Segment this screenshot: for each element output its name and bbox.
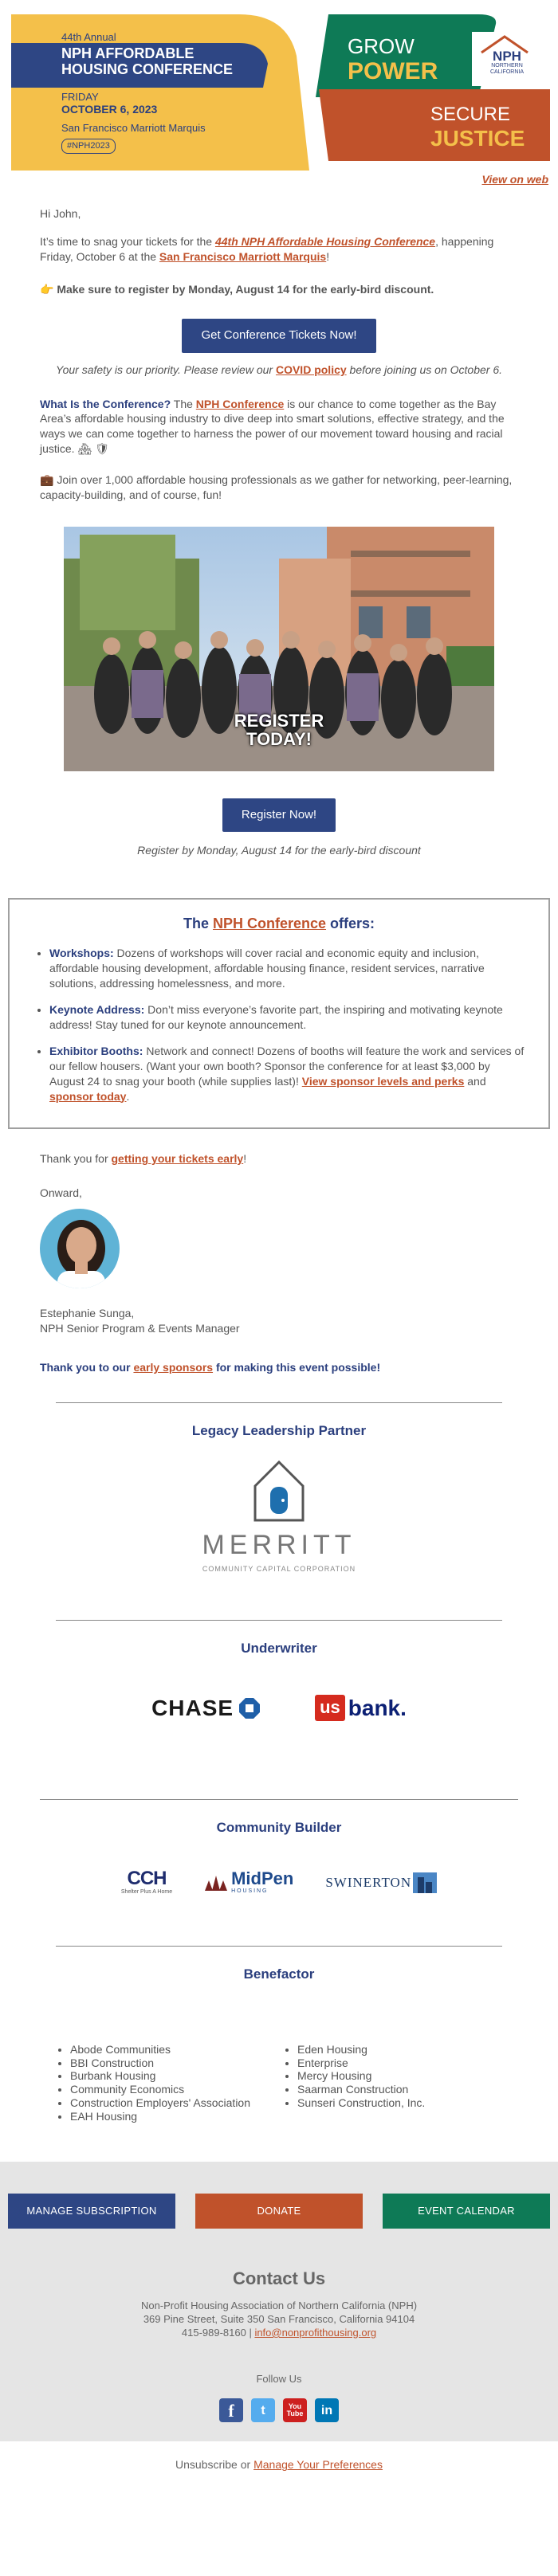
banner-day: FRIDAY <box>61 91 99 103</box>
benefactor-title: Benefactor <box>243 1966 315 1982</box>
merritt-name: MERRITT <box>202 1529 356 1560</box>
merritt-logo[interactable] <box>0 1458 558 1574</box>
list-item <box>49 1044 525 1104</box>
usbank-bank: bank. <box>348 1695 407 1720</box>
email-link[interactable]: info@nonprofithousing.org <box>254 2327 377 2339</box>
banner-justice: JUSTICE <box>430 126 525 151</box>
signature-name: Estephanie Sunga, <box>40 1307 135 1320</box>
banner-title: NPH AFFORDABLE HOUSING CONFERENCE <box>61 45 234 77</box>
thanks-text: Thank you for <box>40 1152 112 1166</box>
org-address: 369 Pine Street, Suite 350 San Francisco, California 94104 <box>143 2313 415 2326</box>
cch-sub: Shelter Plus A Home <box>120 1889 173 1896</box>
what-text: The <box>171 397 196 410</box>
covid-policy-link[interactable]: COVID policy <box>275 363 347 376</box>
community-title: Community Builder <box>216 1820 342 1836</box>
deadline-note: 👉 Make sure to register by Monday, August 14 for the early-bird discount. <box>40 282 434 296</box>
unsubscribe-row <box>0 2441 558 2484</box>
benefactor-lists <box>0 2013 558 2123</box>
footer <box>0 2162 558 2442</box>
midpen-text <box>231 1870 293 1895</box>
conference-banner <box>0 0 558 171</box>
offer-text: Don’t miss everyone’s favorite part, the inspiring and motivating keynote address! Stay tuned for our keynote announcement. <box>49 1003 503 1031</box>
swinerton-icon <box>413 1872 437 1893</box>
thanks-line <box>40 1151 518 1166</box>
offer-and: and <box>464 1074 486 1088</box>
view-on-web-row <box>0 171 558 187</box>
sponsors-thanks-end: for making this event possible! <box>213 1360 381 1374</box>
list-item: • Sunseri Construction, Inc. <box>297 2096 510 2110</box>
list-item <box>49 1002 525 1033</box>
register-note: Register by Monday, August 14 for the early-bird discount <box>137 844 421 857</box>
follow-label: Follow Us <box>256 2372 302 2385</box>
midpen-sub: H O U S I N G <box>231 1888 267 1895</box>
offer-period: . <box>126 1089 130 1103</box>
usbank-us: us <box>315 1695 345 1722</box>
twitter-icon[interactable]: t <box>251 2398 275 2422</box>
underwriter-title: Underwriter <box>241 1640 317 1656</box>
list-item: • Construction Employers' Association <box>70 2096 283 2110</box>
tickets-early-link[interactable]: getting your tickets early <box>111 1152 244 1166</box>
divider <box>56 1620 502 1621</box>
view-on-web-link[interactable]: View on web <box>481 173 548 186</box>
merritt-sub: COMMUNITY CAPITAL CORPORATION <box>202 1564 356 1573</box>
register-photo[interactable] <box>64 527 494 771</box>
avatar <box>40 1209 120 1288</box>
midpen-icon <box>204 1874 228 1892</box>
youtube-you: You <box>288 2402 302 2411</box>
list-item: • Community Economics <box>70 2083 283 2096</box>
offer-text: Network and connect! Dozens of booths will feature the work and services of our fellow housers. (Want your own booth? Sponsor the conference for at least $3,000 by August 24 to snag your booth (while supplies last)! <box>49 1044 525 1088</box>
intro-end: ! <box>326 249 330 263</box>
chase-name: CHASE <box>151 1695 234 1720</box>
benefactor-list-right <box>283 2043 510 2123</box>
banner-date: OCTOBER 6, 2023 <box>61 103 158 116</box>
register-now-button[interactable]: Register Now! <box>222 798 336 832</box>
midpen-logo[interactable] <box>204 1870 293 1895</box>
banner-hashtag: #NPH2023 <box>61 139 116 154</box>
divider <box>56 1946 502 1947</box>
divider <box>40 1799 518 1800</box>
linkedin-icon[interactable]: in <box>315 2398 339 2422</box>
midpen-name: MidPen <box>231 1868 294 1889</box>
early-sponsors-link[interactable]: early sponsors <box>133 1360 214 1374</box>
list-item: • Enterprise <box>297 2056 510 2070</box>
cta-row <box>40 319 518 352</box>
safety-text: Your safety is our priority. Please review our <box>56 363 276 376</box>
nph-logo <box>478 38 536 86</box>
manage-subscription-button[interactable]: MANAGE SUBSCRIPTION <box>8 2194 175 2229</box>
sponsor-levels-link[interactable]: View sponsor levels and perks <box>301 1074 465 1088</box>
intro-paragraph <box>40 234 518 265</box>
offers-conference-link[interactable]: NPH Conference <box>212 916 327 932</box>
intro-text: It’s time to snag your tickets for the <box>40 234 215 248</box>
org-name: Non-Profit Housing Association of Northern California (NPH) <box>140 2300 418 2312</box>
cch-logo[interactable] <box>121 1869 172 1896</box>
join-paragraph: 💼 Join over 1,000 affordable housing professionals as we gather for networking, peer-learning, capacity-building, and of course, fun! <box>40 473 513 502</box>
list-item: • Eden Housing <box>297 2043 510 2056</box>
legacy-title: Legacy Leadership Partner <box>191 1422 367 1438</box>
banner-venue: San Francisco Marriott Marquis <box>61 122 206 134</box>
list-item: • Saarman Construction <box>297 2083 510 2096</box>
email-body <box>0 206 558 503</box>
offers-title-pre: The <box>183 916 213 932</box>
offers-box <box>8 898 550 1129</box>
social-links <box>8 2398 550 2422</box>
usbank-logo[interactable] <box>315 1693 407 1723</box>
offers-title-post: offers: <box>326 916 375 932</box>
avatar-image <box>40 1209 120 1288</box>
banner-annual: 44th Annual <box>61 31 116 43</box>
get-tickets-button[interactable]: Get Conference Tickets Now! <box>182 319 375 352</box>
thanks-end: ! <box>243 1152 247 1166</box>
donate-button[interactable]: DONATE <box>195 2194 363 2229</box>
sponsors-thanks-text: Thank you to our <box>40 1360 134 1374</box>
venue-link[interactable]: San Francisco Marriott Marquis <box>159 249 327 263</box>
chase-octagon-icon <box>238 1697 261 1719</box>
nph-logo-subtitle: NORTHERN CALIFORNIA <box>489 63 524 75</box>
offer-text: Dozens of workshops will cover racial and economic equity and inclusion, affordable housing development, affordable housing finance, resident services, narrative solutions, addressing homelessness, and more. <box>49 947 485 990</box>
list-item <box>49 946 525 991</box>
offers-list <box>33 946 525 1104</box>
signature-role: NPH Senior Program & Events Manager <box>40 1322 240 1335</box>
offer-label: Keynote Address: <box>49 1003 145 1017</box>
contact-info <box>8 2300 550 2340</box>
facebook-icon[interactable]: f <box>219 2398 243 2422</box>
what-paragraph <box>40 397 518 457</box>
manage-preferences-link[interactable]: Manage Your Preferences <box>253 2458 383 2472</box>
photo-caption-line2: TODAY! <box>246 729 312 750</box>
photo-caption-line1: REGISTER <box>234 710 324 731</box>
offer-label: Exhibitor Booths: <box>49 1044 143 1057</box>
community-logos <box>0 1869 558 1896</box>
contact-line <box>8 2327 550 2340</box>
underwriter-logos <box>0 1693 558 1723</box>
sponsors-thanks <box>40 1360 518 1375</box>
swinerton-name: SWINERTON <box>325 1874 412 1890</box>
what-label: What Is the Conference? <box>40 397 171 410</box>
footer-buttons <box>8 2194 550 2229</box>
cch-name: CCH <box>127 1868 167 1890</box>
org-phone: 415-989-8160 | <box>181 2327 255 2339</box>
list-item: • Mercy Housing <box>297 2069 510 2083</box>
register-row <box>0 798 558 832</box>
closing-section <box>0 1151 558 1374</box>
banner-power: POWER <box>348 58 438 84</box>
benefactor-list-left <box>56 2043 283 2123</box>
list-item: • Burbank Housing <box>70 2069 283 2083</box>
what-text-end: is our chance to come together as the Bay Area’s affordable housing industry to dive deep into smart solutions, effective strategy, and the ways we can come together to harness the power of our movement toward housing and racial justice. 🏘 🛡 <box>40 397 505 456</box>
photo-caption <box>64 712 494 748</box>
unsubscribe-text: Unsubscribe or <box>175 2458 254 2472</box>
conference-link[interactable]: 44th NPH Affordable Housing Conference <box>214 234 436 248</box>
swinerton-logo[interactable] <box>325 1872 437 1893</box>
greeting: Hi John, <box>40 206 81 220</box>
event-calendar-button[interactable]: EVENT CALENDAR <box>383 2194 550 2229</box>
safety-note <box>40 363 518 378</box>
list-item: • BBI Construction <box>70 2056 283 2070</box>
banner-grow: GROW <box>348 34 415 58</box>
nph-conference-link[interactable]: NPH Conference <box>195 397 285 410</box>
banner-secure: SECURE <box>430 104 511 125</box>
youtube-icon[interactable] <box>283 2398 307 2422</box>
chase-logo[interactable] <box>151 1693 261 1723</box>
contact-title: Contact Us <box>232 2268 326 2288</box>
merritt-house-icon <box>251 1458 307 1522</box>
offer-label: Workshops: <box>49 947 114 960</box>
sponsor-today-link[interactable]: sponsor today <box>49 1089 127 1103</box>
onward: Onward, <box>40 1186 82 1200</box>
divider <box>56 1402 502 1403</box>
offers-title <box>33 914 525 933</box>
safety-text-end: before joining us on October 6. <box>346 363 502 376</box>
intro-mid: , happening Friday, October 6 at the <box>40 234 494 263</box>
youtube-tube: Tube <box>286 2409 304 2418</box>
list-item: • EAH Housing <box>70 2110 283 2123</box>
nph-logo-text: NPH <box>493 49 521 64</box>
list-item: • Abode Communities <box>70 2043 283 2056</box>
